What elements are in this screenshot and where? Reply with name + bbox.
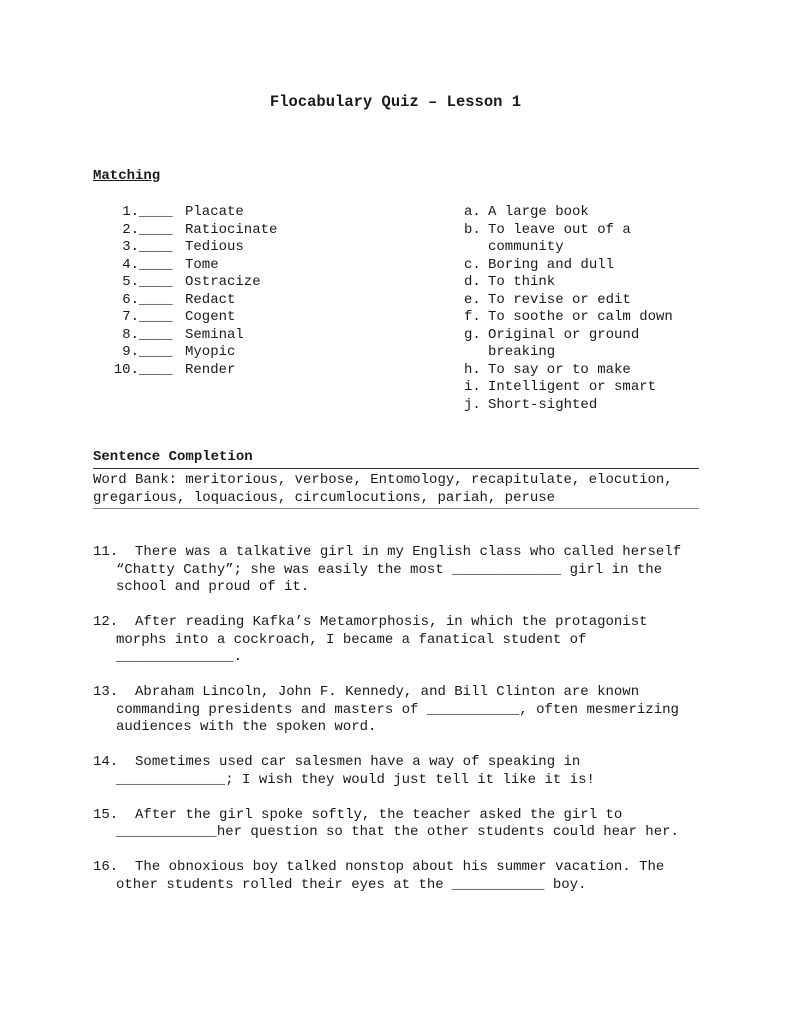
questions-list — [93, 544, 703, 912]
term-number: 10. — [113, 361, 139, 378]
question-text: Abraham Lincoln, John F. Kennedy, and Bill Clinton are known commanding presidents and masters of ___________, often mesmerizing audiences with the spoken word. — [116, 684, 688, 735]
answer-blank: ____ — [139, 204, 173, 220]
question-text: After the girl spoke softly, the teacher asked the girl to ____________her question so that the other students could hear her. — [116, 806, 679, 840]
term-word: Myopic — [185, 344, 236, 360]
sentence-completion-heading: Sentence Completion — [93, 449, 253, 465]
definition-letter: b. — [464, 221, 481, 238]
question-item — [93, 684, 703, 737]
definition-letter: g. — [464, 326, 481, 343]
definition-letter: a. — [464, 204, 481, 220]
page-title: Flocabulary Quiz – Lesson 1 — [269, 93, 522, 111]
term-word: Cogent — [185, 309, 236, 325]
question-item — [93, 544, 703, 597]
term-word: Tome — [185, 256, 219, 273]
definition-continuation: community — [488, 239, 564, 255]
term-word: Redact — [185, 291, 236, 308]
question-item — [93, 754, 703, 789]
definition-text: Original or ground — [488, 326, 640, 343]
matching-definitions-list — [464, 204, 673, 414]
term-word: Render — [185, 361, 236, 378]
definition-letter: j. — [464, 396, 481, 413]
definition-text: To revise or edit — [488, 291, 631, 308]
question-number: 16. — [93, 859, 119, 875]
question-item — [93, 614, 703, 667]
definition-text: To soothe or calm down — [488, 309, 673, 325]
definition-letter: c. — [464, 256, 481, 273]
term-number: 3. — [122, 239, 139, 255]
answer-blank: ____ — [139, 239, 173, 255]
definition-item — [464, 309, 673, 327]
answer-blank: ____ — [139, 309, 173, 325]
term-item — [108, 204, 277, 222]
definition-text: To leave out of a — [488, 221, 631, 238]
definition-item — [464, 292, 673, 310]
term-item — [108, 309, 277, 327]
answer-blank: ____ — [139, 274, 173, 290]
term-number: 5. — [122, 274, 139, 290]
definition-item — [464, 257, 673, 275]
definition-item — [464, 362, 673, 380]
term-word: Tedious — [185, 239, 244, 255]
question-item — [93, 859, 703, 894]
word-bank: Word Bank: meritorious, verbose, Entomology, recapitulate, elocution, gregarious, loquacious, circumlocutions, pariah, peruse — [93, 468, 699, 509]
term-number: 1. — [122, 204, 139, 220]
term-item — [108, 222, 277, 240]
term-word: Placate — [185, 204, 244, 220]
question-text: Sometimes used car salesmen have a way of speaking in _____________; I wish they would just tell it like it is! — [116, 754, 595, 788]
answer-blank: ____ — [139, 256, 173, 273]
definition-text: To say or to make — [488, 361, 631, 378]
term-number: 8. — [122, 326, 139, 343]
definition-text: Short-sighted — [488, 396, 598, 413]
term-number: 6. — [122, 291, 139, 308]
answer-blank: ____ — [139, 291, 173, 308]
term-item — [108, 327, 277, 345]
definition-item — [464, 222, 673, 240]
term-word: Seminal — [185, 326, 244, 343]
definition-letter: d. — [464, 274, 481, 290]
definition-text: To think — [488, 274, 556, 290]
question-number: 15. — [93, 806, 119, 823]
term-number: 7. — [122, 309, 139, 325]
term-word: Ratiocinate — [185, 221, 278, 238]
question-number: 11. — [93, 544, 119, 560]
term-word: Ostracize — [185, 274, 261, 290]
definition-text: Boring and dull — [488, 256, 615, 273]
term-item — [108, 239, 277, 257]
term-number: 2. — [122, 221, 139, 238]
question-text: There was a talkative girl in my English class who called herself “Chatty Cathy”; she was easily the most _____________ girl in the school and proud of it. — [116, 544, 690, 595]
term-item — [108, 344, 277, 362]
definition-text: A large book — [488, 204, 589, 220]
definition-item — [464, 204, 673, 222]
term-number: 4. — [122, 256, 139, 273]
definition-text: Intelligent or smart — [488, 379, 657, 395]
term-item — [108, 274, 277, 292]
answer-blank: ____ — [139, 361, 173, 378]
answer-blank: ____ — [139, 344, 173, 360]
question-item — [93, 807, 703, 842]
term-item — [108, 257, 277, 275]
definition-continuation: breaking — [488, 344, 556, 360]
question-number: 13. — [93, 684, 119, 700]
definition-letter: f. — [464, 309, 481, 325]
matching-terms-list — [108, 204, 277, 379]
question-number: 14. — [93, 754, 119, 770]
answer-blank: ____ — [139, 221, 173, 238]
question-text: The obnoxious boy talked nonstop about his summer vacation. The other students rolled their eyes at the ___________ boy. — [116, 859, 673, 893]
answer-blank: ____ — [139, 326, 173, 343]
definition-item — [464, 379, 673, 397]
definition-item — [464, 327, 673, 345]
term-number: 9. — [122, 344, 139, 360]
term-item — [108, 362, 277, 380]
question-text: After reading Kafka’s Metamorphosis, in which the protagonist morphs into a cockroach, I became a fanatical student of ______________. — [116, 614, 656, 665]
definition-item — [464, 397, 673, 415]
definition-letter: h. — [464, 361, 481, 378]
definition-letter: e. — [464, 291, 481, 308]
definition-letter: i. — [464, 379, 481, 395]
question-number: 12. — [93, 614, 119, 630]
matching-heading: Matching — [93, 168, 161, 184]
definition-item — [464, 274, 673, 292]
term-item — [108, 292, 277, 310]
